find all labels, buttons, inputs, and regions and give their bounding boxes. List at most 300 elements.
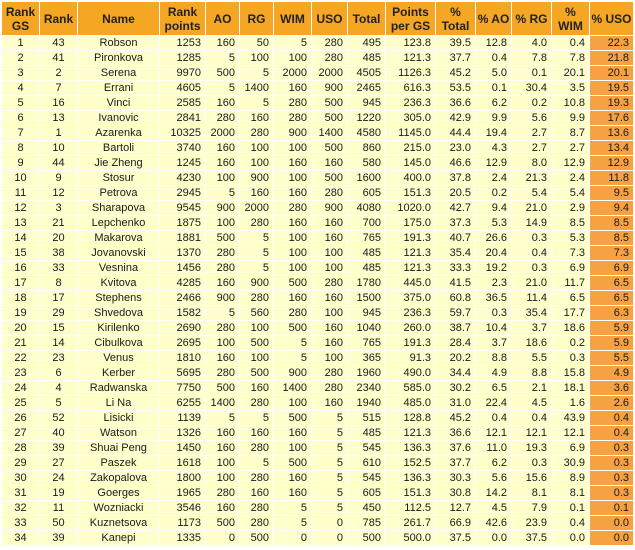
- cell-rank-points: 7750: [160, 381, 206, 396]
- cell-pct-total: 39.5: [436, 36, 476, 51]
- cell-rank-points: 1881: [160, 231, 206, 246]
- cell-rg: 560: [240, 306, 274, 321]
- cell-points-per-gs: 305.0: [386, 111, 436, 126]
- cell-total: 1960: [348, 366, 386, 381]
- cell-pct-uso: 0.3: [590, 486, 634, 501]
- cell-pct-uso: 7.3: [590, 246, 634, 261]
- cell-rank: 50: [40, 516, 78, 531]
- cell-rank-points: 1810: [160, 351, 206, 366]
- cell-pct-wim: 20.1: [552, 66, 590, 81]
- cell-uso: 5: [312, 411, 348, 426]
- cell-pct-ao: 4.3: [476, 141, 512, 156]
- cell-ao: 160: [206, 441, 240, 456]
- cell-pct-ao: 9.9: [476, 111, 512, 126]
- cell-pct-total: 36.6: [436, 426, 476, 441]
- cell-rank-points: 3740: [160, 141, 206, 156]
- cell-pct-rg: 0.2: [512, 96, 552, 111]
- cell-total: 1780: [348, 276, 386, 291]
- cell-wim: 280: [274, 201, 312, 216]
- column-header-uso: USO: [312, 2, 348, 36]
- cell-pct-total: 46.6: [436, 156, 476, 171]
- cell-rank: 29: [40, 306, 78, 321]
- cell-wim: 280: [274, 306, 312, 321]
- cell-rank-points: 1875: [160, 216, 206, 231]
- cell-rg: 280: [240, 471, 274, 486]
- cell-pct-wim: 6.9: [552, 261, 590, 276]
- cell-name: Shuai Peng: [78, 441, 160, 456]
- cell-rank-points: 2695: [160, 336, 206, 351]
- cell-pct-rg: 5.4: [512, 186, 552, 201]
- cell-ao: 280: [206, 111, 240, 126]
- cell-pct-ao: 19.2: [476, 261, 512, 276]
- cell-wim: 0: [274, 531, 312, 546]
- cell-pct-ao: 6.5: [476, 381, 512, 396]
- cell-total: 605: [348, 186, 386, 201]
- column-header-rank-gs: Rank GS: [2, 2, 40, 36]
- cell-pct-wim: 7.3: [552, 246, 590, 261]
- cell-pct-uso: 0.0: [590, 531, 634, 546]
- cell-ao: 5: [206, 186, 240, 201]
- cell-rank: 5: [40, 396, 78, 411]
- cell-rg: 5: [240, 231, 274, 246]
- cell-ao: 160: [206, 96, 240, 111]
- table-row: [2, 441, 634, 456]
- cell-name: Watson: [78, 426, 160, 441]
- cell-rank-gs: 32: [2, 501, 40, 516]
- cell-pct-ao: 42.6: [476, 516, 512, 531]
- cell-pct-uso: 8.5: [590, 216, 634, 231]
- cell-uso: 1400: [312, 126, 348, 141]
- cell-pct-uso: 0.1: [590, 501, 634, 516]
- cell-ao: 5: [206, 306, 240, 321]
- cell-uso: 5: [312, 471, 348, 486]
- cell-points-per-gs: 215.0: [386, 141, 436, 156]
- cell-pct-ao: 2.3: [476, 276, 512, 291]
- cell-rank-points: 1245: [160, 156, 206, 171]
- cell-rg: 100: [240, 141, 274, 156]
- cell-rank-points: 1326: [160, 426, 206, 441]
- cell-wim: 100: [274, 171, 312, 186]
- cell-pct-ao: 22.4: [476, 396, 512, 411]
- cell-uso: 160: [312, 396, 348, 411]
- cell-points-per-gs: 485.0: [386, 396, 436, 411]
- cell-uso: 500: [312, 141, 348, 156]
- cell-pct-wim: 12.9: [552, 156, 590, 171]
- cell-rg: 500: [240, 336, 274, 351]
- cell-total: 495: [348, 36, 386, 51]
- cell-rank-points: 1450: [160, 441, 206, 456]
- cell-pct-wim: 5.4: [552, 186, 590, 201]
- table-row: [2, 96, 634, 111]
- cell-pct-total: 30.8: [436, 486, 476, 501]
- cell-ao: 160: [206, 141, 240, 156]
- cell-uso: 900: [312, 201, 348, 216]
- cell-uso: 500: [312, 111, 348, 126]
- cell-pct-wim: 17.7: [552, 306, 590, 321]
- cell-rg: 50: [240, 36, 274, 51]
- cell-pct-rg: 7.9: [512, 501, 552, 516]
- cell-points-per-gs: 585.0: [386, 381, 436, 396]
- cell-wim: 900: [274, 366, 312, 381]
- cell-rg: 100: [240, 51, 274, 66]
- cell-pct-wim: 10.8: [552, 96, 590, 111]
- cell-rank-gs: 29: [2, 456, 40, 471]
- cell-rank-gs: 5: [2, 96, 40, 111]
- cell-rank-gs: 20: [2, 321, 40, 336]
- cell-total: 365: [348, 351, 386, 366]
- cell-total: 515: [348, 411, 386, 426]
- cell-pct-uso: 19.5: [590, 81, 634, 96]
- cell-pct-ao: 6.2: [476, 456, 512, 471]
- cell-uso: 500: [312, 171, 348, 186]
- cell-ao: 900: [206, 291, 240, 306]
- cell-wim: 280: [274, 96, 312, 111]
- cell-pct-wim: 15.8: [552, 366, 590, 381]
- cell-total: 2465: [348, 81, 386, 96]
- cell-points-per-gs: 236.3: [386, 306, 436, 321]
- cell-pct-ao: 20.4: [476, 246, 512, 261]
- cell-pct-wim: 9.9: [552, 111, 590, 126]
- cell-pct-wim: 3.5: [552, 81, 590, 96]
- cell-rank-points: 4230: [160, 171, 206, 186]
- cell-pct-ao: 2.4: [476, 171, 512, 186]
- cell-rank: 21: [40, 216, 78, 231]
- cell-pct-rg: 14.9: [512, 216, 552, 231]
- cell-ao: 900: [206, 201, 240, 216]
- cell-pct-total: 60.8: [436, 291, 476, 306]
- cell-pct-ao: 0.0: [476, 531, 512, 546]
- cell-rg: 900: [240, 171, 274, 186]
- cell-name: Vinci: [78, 96, 160, 111]
- cell-pct-wim: 18.1: [552, 381, 590, 396]
- cell-rank: 19: [40, 486, 78, 501]
- cell-ao: 160: [206, 276, 240, 291]
- cell-ao: 160: [206, 426, 240, 441]
- cell-name: Petrova: [78, 186, 160, 201]
- cell-points-per-gs: 260.0: [386, 321, 436, 336]
- header-row: [2, 2, 634, 36]
- column-header-points-per-gs: Points per GS: [386, 2, 436, 36]
- cell-rank: 13: [40, 111, 78, 126]
- cell-pct-wim: 8.9: [552, 471, 590, 486]
- cell-pct-rg: 3.7: [512, 321, 552, 336]
- cell-rg: 5: [240, 246, 274, 261]
- cell-wim: 900: [274, 126, 312, 141]
- cell-rank-gs: 7: [2, 126, 40, 141]
- cell-pct-wim: 2.9: [552, 201, 590, 216]
- cell-pct-total: 42.9: [436, 111, 476, 126]
- cell-rg: 900: [240, 276, 274, 291]
- cell-rg: 100: [240, 351, 274, 366]
- cell-pct-total: 35.4: [436, 246, 476, 261]
- table-row: [2, 81, 634, 96]
- cell-pct-rg: 0.3: [512, 231, 552, 246]
- cell-rg: 2000: [240, 201, 274, 216]
- cell-name: Jovanovski: [78, 246, 160, 261]
- cell-pct-wim: 0.1: [552, 501, 590, 516]
- cell-wim: 1400: [274, 381, 312, 396]
- cell-uso: 280: [312, 276, 348, 291]
- cell-pct-rg: 21.0: [512, 201, 552, 216]
- cell-pct-ao: 11.0: [476, 441, 512, 456]
- cell-pct-total: 30.3: [436, 471, 476, 486]
- cell-pct-ao: 0.4: [476, 411, 512, 426]
- cell-pct-wim: 8.1: [552, 486, 590, 501]
- cell-pct-rg: 8.1: [512, 486, 552, 501]
- cell-uso: 280: [312, 381, 348, 396]
- cell-rg: 5: [240, 261, 274, 276]
- cell-ao: 100: [206, 456, 240, 471]
- cell-ao: 280: [206, 366, 240, 381]
- cell-pct-total: 37.7: [436, 456, 476, 471]
- cell-pct-rg: 2.7: [512, 126, 552, 141]
- cell-total: 1940: [348, 396, 386, 411]
- cell-pct-rg: 2.7: [512, 141, 552, 156]
- cell-rank: 16: [40, 96, 78, 111]
- cell-pct-wim: 1.6: [552, 396, 590, 411]
- cell-pct-total: 37.8: [436, 171, 476, 186]
- cell-uso: 160: [312, 321, 348, 336]
- cell-wim: 5: [274, 36, 312, 51]
- cell-pct-total: 42.7: [436, 201, 476, 216]
- cell-rank-gs: 34: [2, 531, 40, 546]
- cell-pct-wim: 2.4: [552, 171, 590, 186]
- table-row: [2, 231, 634, 246]
- cell-points-per-gs: 236.3: [386, 96, 436, 111]
- cell-points-per-gs: 151.3: [386, 186, 436, 201]
- cell-pct-rg: 7.8: [512, 51, 552, 66]
- table-row: [2, 306, 634, 321]
- cell-ao: 500: [206, 516, 240, 531]
- cell-pct-wim: 8.5: [552, 216, 590, 231]
- cell-wim: 500: [274, 456, 312, 471]
- cell-rank: 23: [40, 351, 78, 366]
- cell-pct-total: 66.9: [436, 516, 476, 531]
- cell-pct-rg: 2.1: [512, 381, 552, 396]
- cell-pct-uso: 6.3: [590, 306, 634, 321]
- cell-pct-uso: 3.6: [590, 381, 634, 396]
- cell-pct-uso: 4.9: [590, 366, 634, 381]
- cell-rank-gs: 23: [2, 366, 40, 381]
- cell-pct-uso: 0.4: [590, 426, 634, 441]
- cell-uso: 5: [312, 501, 348, 516]
- cell-rank-gs: 8: [2, 141, 40, 156]
- cell-rank: 52: [40, 411, 78, 426]
- cell-ao: 280: [206, 246, 240, 261]
- cell-name: Stosur: [78, 171, 160, 186]
- cell-rg: 160: [240, 186, 274, 201]
- cell-points-per-gs: 490.0: [386, 366, 436, 381]
- cell-rank-points: 4285: [160, 276, 206, 291]
- cell-pct-ao: 3.7: [476, 336, 512, 351]
- cell-ao: 160: [206, 351, 240, 366]
- cell-points-per-gs: 500.0: [386, 531, 436, 546]
- cell-ao: 1400: [206, 396, 240, 411]
- cell-rg: 280: [240, 501, 274, 516]
- cell-pct-wim: 5.3: [552, 231, 590, 246]
- column-header-rank-points: Rank points: [160, 2, 206, 36]
- cell-pct-wim: 6.9: [552, 441, 590, 456]
- cell-total: 765: [348, 336, 386, 351]
- cell-pct-ao: 0.4: [476, 51, 512, 66]
- cell-pct-wim: 43.9: [552, 411, 590, 426]
- cell-pct-total: 36.6: [436, 96, 476, 111]
- cell-total: 485: [348, 426, 386, 441]
- cell-rank-gs: 15: [2, 246, 40, 261]
- cell-rg: 5: [240, 96, 274, 111]
- table-row: [2, 381, 634, 396]
- cell-rank: 8: [40, 276, 78, 291]
- cell-total: 4080: [348, 201, 386, 216]
- cell-pct-rg: 0.3: [512, 456, 552, 471]
- cell-uso: 160: [312, 291, 348, 306]
- cell-rg: 280: [240, 441, 274, 456]
- table-row: [2, 246, 634, 261]
- cell-pct-ao: 36.5: [476, 291, 512, 306]
- table-row: [2, 171, 634, 186]
- cell-pct-rg: 35.4: [512, 306, 552, 321]
- cell-pct-uso: 6.5: [590, 291, 634, 306]
- cell-rg: 1400: [240, 81, 274, 96]
- table-row: [2, 456, 634, 471]
- cell-points-per-gs: 175.0: [386, 216, 436, 231]
- cell-rank: 40: [40, 426, 78, 441]
- cell-pct-wim: 0.3: [552, 351, 590, 366]
- cell-ao: 100: [206, 336, 240, 351]
- cell-points-per-gs: 121.3: [386, 51, 436, 66]
- cell-total: 500: [348, 531, 386, 546]
- cell-pct-wim: 6.5: [552, 291, 590, 306]
- cell-total: 785: [348, 516, 386, 531]
- table-row: [2, 411, 634, 426]
- cell-rg: 280: [240, 291, 274, 306]
- cell-name: Serena: [78, 66, 160, 81]
- cell-uso: 0: [312, 516, 348, 531]
- cell-rank-gs: 19: [2, 306, 40, 321]
- cell-wim: 160: [274, 216, 312, 231]
- cell-ao: 100: [206, 171, 240, 186]
- column-header-name: Name: [78, 2, 160, 36]
- cell-rank: 41: [40, 51, 78, 66]
- cell-rank: 17: [40, 291, 78, 306]
- cell-pct-ao: 0.3: [476, 306, 512, 321]
- cell-rank: 4: [40, 381, 78, 396]
- cell-rank-gs: 27: [2, 426, 40, 441]
- cell-pct-ao: 19.4: [476, 126, 512, 141]
- cell-points-per-gs: 616.3: [386, 81, 436, 96]
- cell-rg: 160: [240, 381, 274, 396]
- table-row: [2, 261, 634, 276]
- cell-rg: 500: [240, 531, 274, 546]
- table-row: [2, 186, 634, 201]
- cell-rank-gs: 22: [2, 351, 40, 366]
- cell-ao: 100: [206, 216, 240, 231]
- cell-pct-uso: 9.5: [590, 186, 634, 201]
- cell-name: Shvedova: [78, 306, 160, 321]
- cell-rank-gs: 10: [2, 171, 40, 186]
- cell-uso: 5: [312, 486, 348, 501]
- cell-rank: 27: [40, 456, 78, 471]
- cell-wim: 100: [274, 441, 312, 456]
- cell-pct-rg: 0.4: [512, 246, 552, 261]
- cell-pct-rg: 4.0: [512, 36, 552, 51]
- table-row: [2, 396, 634, 411]
- cell-uso: 100: [312, 306, 348, 321]
- cell-rank-gs: 17: [2, 276, 40, 291]
- cell-rank: 14: [40, 336, 78, 351]
- cell-pct-uso: 5.9: [590, 336, 634, 351]
- cell-ao: 160: [206, 36, 240, 51]
- cell-name: Makarova: [78, 231, 160, 246]
- cell-ao: 280: [206, 261, 240, 276]
- cell-rg: 160: [240, 426, 274, 441]
- cell-name: Paszek: [78, 456, 160, 471]
- cell-pct-total: 41.5: [436, 276, 476, 291]
- cell-wim: 100: [274, 141, 312, 156]
- table-row: [2, 291, 634, 306]
- cell-name: Cibulkova: [78, 336, 160, 351]
- column-header-pct-total: % Total: [436, 2, 476, 36]
- cell-name: Venus: [78, 351, 160, 366]
- cell-total: 4505: [348, 66, 386, 81]
- cell-rg: 280: [240, 516, 274, 531]
- cell-pct-ao: 10.4: [476, 321, 512, 336]
- cell-total: 545: [348, 471, 386, 486]
- cell-pct-ao: 8.8: [476, 351, 512, 366]
- cell-wim: 100: [274, 246, 312, 261]
- cell-rank-points: 1139: [160, 411, 206, 426]
- cell-pct-ao: 5.3: [476, 216, 512, 231]
- cell-uso: 500: [312, 96, 348, 111]
- cell-rg: 160: [240, 486, 274, 501]
- cell-pct-uso: 20.1: [590, 66, 634, 81]
- cell-rank-points: 2466: [160, 291, 206, 306]
- cell-points-per-gs: 121.3: [386, 261, 436, 276]
- cell-wim: 280: [274, 111, 312, 126]
- cell-rank: 11: [40, 501, 78, 516]
- cell-name: Errani: [78, 81, 160, 96]
- cell-points-per-gs: 121.3: [386, 426, 436, 441]
- cell-rank-points: 4605: [160, 81, 206, 96]
- cell-total: 700: [348, 216, 386, 231]
- cell-pct-uso: 11.8: [590, 171, 634, 186]
- cell-pct-total: 12.7: [436, 501, 476, 516]
- cell-pct-uso: 0.4: [590, 411, 634, 426]
- cell-rank-points: 1335: [160, 531, 206, 546]
- cell-uso: 280: [312, 186, 348, 201]
- cell-total: 1220: [348, 111, 386, 126]
- cell-uso: 100: [312, 246, 348, 261]
- cell-points-per-gs: 375.0: [386, 291, 436, 306]
- cell-pct-wim: 0.4: [552, 516, 590, 531]
- cell-name: Kuznetsova: [78, 516, 160, 531]
- cell-pct-total: 23.0: [436, 141, 476, 156]
- cell-pct-ao: 9.4: [476, 201, 512, 216]
- cell-pct-total: 37.3: [436, 216, 476, 231]
- cell-pct-uso: 13.4: [590, 141, 634, 156]
- cell-rank-gs: 2: [2, 51, 40, 66]
- cell-rank: 6: [40, 366, 78, 381]
- cell-pct-uso: 0.0: [590, 516, 634, 531]
- cell-pct-uso: 5.5: [590, 351, 634, 366]
- cell-name: Azarenka: [78, 126, 160, 141]
- cell-rank-gs: 18: [2, 291, 40, 306]
- cell-pct-rg: 0.1: [512, 66, 552, 81]
- cell-pct-ao: 12.8: [476, 36, 512, 51]
- cell-uso: 280: [312, 51, 348, 66]
- cell-pct-total: 45.2: [436, 411, 476, 426]
- cell-total: 450: [348, 501, 386, 516]
